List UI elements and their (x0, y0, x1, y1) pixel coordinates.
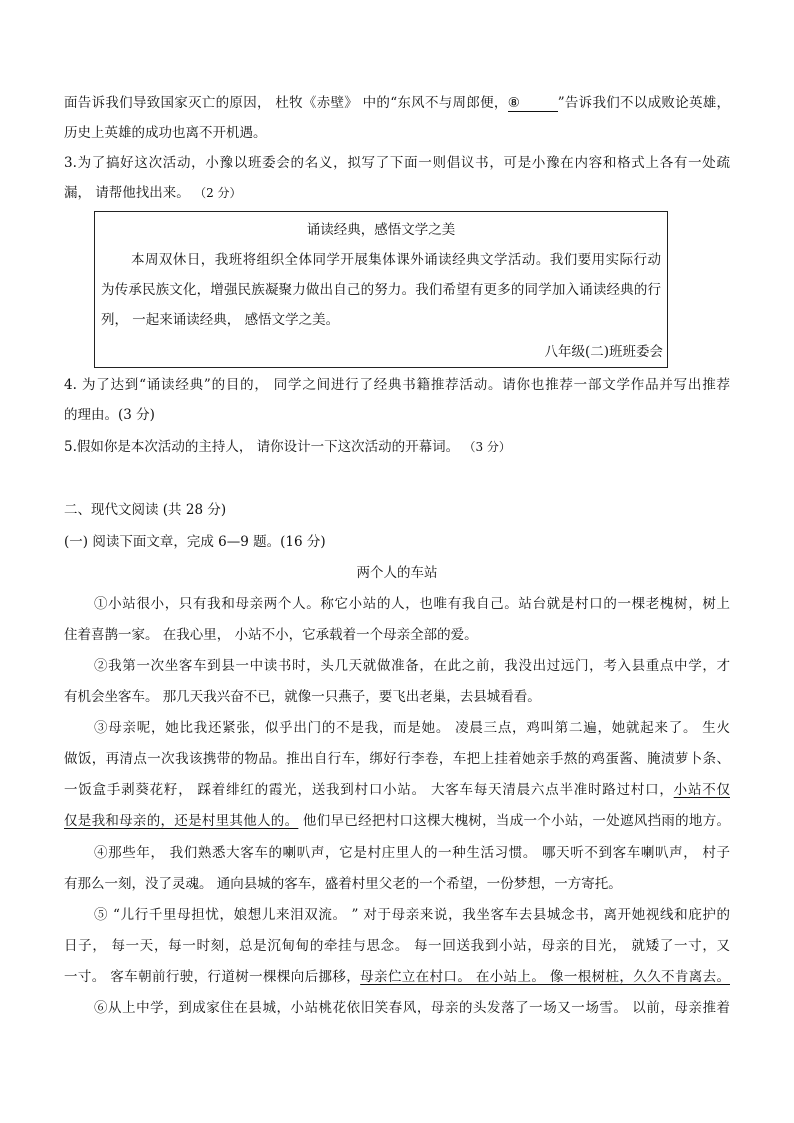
paragraph-line: 有机会坐客车。 那几天我兴奋不已，就像一只燕子，要飞出老巢，去县城看看。 (64, 689, 541, 705)
paragraph-line: 有那么一刻，没了灵魂。 通向县城的客车，盛着村里父老的一个希望，一份梦想，一方寄托。 (64, 876, 622, 892)
text-line: 历史上英雄的成功也离不开机遇。 (64, 125, 267, 141)
proposal-line: 为传承民族文化，增强民族凝聚力做出自己的努力。我们希望有更多的同学加入诵读经典的行 (101, 282, 661, 298)
article-title: 两个人的车站 (356, 565, 438, 581)
paragraph-line: 日子， 每一天，每一时刻，总是沉甸甸的牵挂与思念。 每一回送我到小站，母亲的目光， 就矮了一寸，又 (64, 938, 730, 954)
question-points: （3 分） (463, 440, 511, 454)
paragraph-line: ①小站很小，只有我和母亲两个人。称它小站的人，也唯有我自己。站台就是村口的一棵老槐树，树上 (94, 596, 730, 612)
text-line: 面告诉我们导致国家灭亡的原因， 杜牧《赤壁》 中的“东风不与周郎便，⑧ ”告诉我们不以成败论英雄， (64, 95, 731, 111)
underlined-sentence: 仅是我和母亲的，还是村里其他人的。 (64, 813, 299, 829)
paragraph-line: 仅是我和母亲的，还是村里其他人的。 他们早已经把村口这棵大槐树，当成一个小站，一处遮风挡雨的地方。 (64, 813, 730, 829)
proposal-signature: 八年级(二)班班委会 (544, 344, 663, 360)
underlined-sentence: 母亲伫立在村口。 在小站上。 像一根树桩，久久不肯离去。 (360, 969, 730, 985)
question-points: （2 分） (194, 186, 242, 200)
paragraph-line: 一饭盒手剥葵花籽， 踩着绯红的霞光，送我到村口小站。 大客车每天清晨六点半准时路过村口，小站不仅 (64, 782, 730, 798)
paragraph-line: 一寸。 客车朝前行驶，行道树一棵棵向后挪移，母亲伫立在村口。 在小站上。 像一根树桩，久久不肯离去。 (64, 969, 730, 985)
paragraph-line: ⑤ “儿行千里母担忧，娘想儿来泪双流。 ” 对于母亲来说，我坐客车去县城念书，离开她视线和庇护的 (94, 907, 730, 923)
question-5-line: 5.假如你是本次活动的主持人， 请你设计一下这次活动的开幕词。 （3 分） (64, 439, 511, 455)
proposal-line: 本周双休日，我班将组织全体同学开展集体课外诵读经典文学活动。我们要用实际行动 (131, 252, 661, 268)
paragraph-line: 做饭，再清点一次我该携带的物品。推出自行车，绑好行李卷，车把上挂着她亲手熬的鸡蛋酱、腌渍萝卜条、 (64, 751, 730, 767)
question-3-line: 3.为了搞好这次活动，小豫以班委会的名义，拟写了下面一则倡议书，可是小豫在内容和格式上各有一处疏 (64, 155, 730, 171)
proposal-title: 诵读经典，感悟文学之美 (306, 222, 456, 238)
paragraph-line: ②我第一次坐客车到县一中读书时，头几天就做准备，在此之前，我没出过远门，考入县重点中学，才 (94, 658, 730, 674)
fill-in-blank: ⑧ (508, 95, 558, 112)
question-4-line: 的理由。(3 分) (64, 407, 155, 423)
part-heading: (一) 阅读下面文章，完成 6—9 题。(16 分) (64, 534, 326, 550)
question-3-line: 漏， 请帮他找出来。 （2 分） (64, 185, 242, 201)
paragraph-line: ④那些年， 我们熟悉大客车的喇叭声，它是村庄里人的一种生活习惯。 哪天听不到客车喇叭声， 村子 (94, 845, 730, 861)
paragraph-line: ⑥从上中学，到成家住在县城，小站桃花依旧笑春风，母亲的头发落了一场又一场雪。 以前，母亲推着 (94, 1000, 730, 1016)
proposal-box (94, 211, 668, 368)
paragraph-line: ③母亲呢，她比我还紧张，似乎出门的不是我，而是她。 凌晨三点，鸡叫第二遍，她就起来了。 生火 (94, 720, 730, 736)
question-4-line: 4. 为了达到“诵读经典”的目的， 同学之间进行了经典书籍推荐活动。请你也推荐一部文学作品并写出推荐 (64, 377, 730, 393)
paragraph-line: 住着喜鹊一家。 在我心里， 小站不小，它承载着一个母亲全部的爱。 (64, 627, 478, 643)
underlined-sentence: 小站不仅 (673, 782, 730, 798)
section-heading: 二、现代文阅读 (共 28 分) (64, 502, 227, 518)
proposal-line: 列， 一起来诵读经典， 感悟文学之美。 (101, 312, 340, 328)
